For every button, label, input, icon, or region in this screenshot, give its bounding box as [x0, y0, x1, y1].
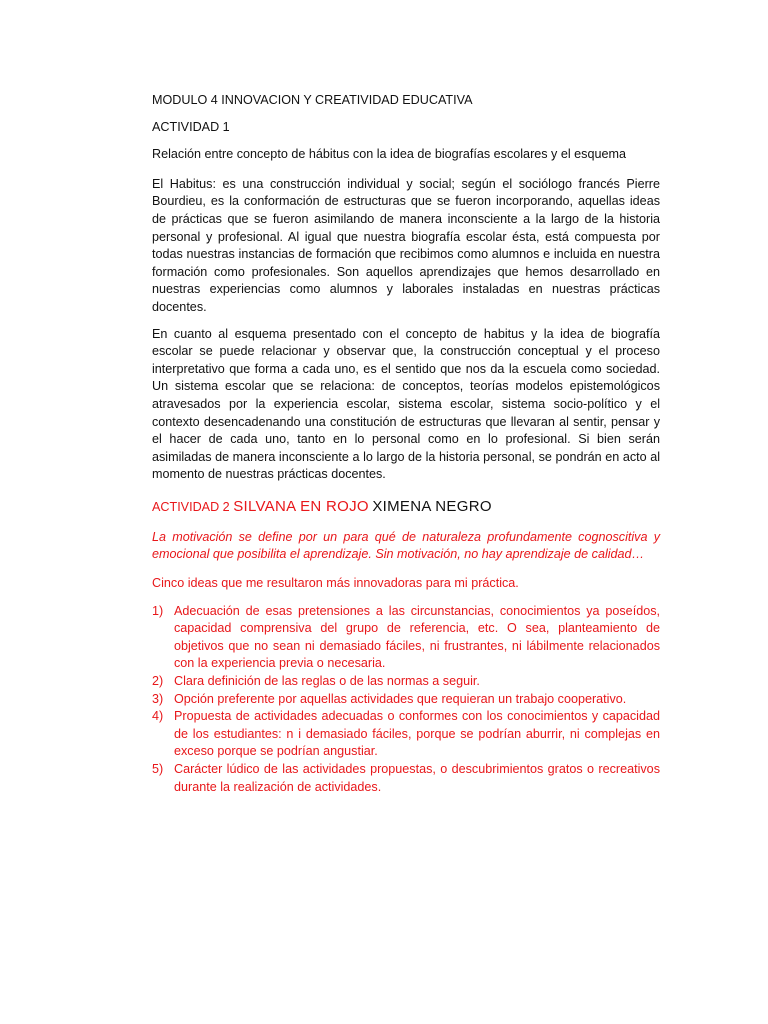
motivation-quote: La motivación se define por un para qué de naturaleza profundamente cognoscitiva y emocional que posibilita el aprendizaje. Sin motivación, no hay aprendizaje de calidad…: [152, 529, 660, 562]
list-item-number: 2): [152, 674, 164, 689]
list-item: [152, 691, 660, 709]
activity-2-black-author: XIMENA NEGRO: [372, 497, 492, 515]
list-item: [152, 673, 660, 691]
list-item-text: Carácter lúdico de las actividades propuestas, o descubrimientos gratos o recreativos durante la realización de actividades.: [174, 762, 660, 794]
list-item-text: Opción preferente por aquellas actividades que requieran un trabajo cooperativo.: [174, 691, 627, 706]
activity-2-red-author: SILVANA EN ROJO: [233, 497, 369, 515]
ideas-list: [152, 603, 660, 797]
list-item-text: Clara definición de las reglas o de las normas a seguir.: [174, 674, 480, 689]
habitus-paragraph: El Habitus: es una construcción individual y social; según el sociólogo francés Pierre Bourdieu, es la conformación de estructuras que se fueron incorporando, aquellas ideas de prácticas que se fueron asimilando de manera inconsciente a la largo de la historia personal y profesional. Al igual que nuestra biografía escolar ésta, está compuesta por todas nuestras instancias de formación que recibimos como alumnos e incluida en nuestra formación como profesionales. Son aquellos aprendizajes que hemos desarrollado en nuestras experiencias como alumnos y laborales instaladas en nuestras prácticas docentes.: [152, 176, 660, 314]
esquema-paragraph: En cuanto al esquema presentado con el concepto de habitus y la idea de biografía escolar se puede relacionar y observar que, la construcción conceptual y el proceso interpretativo que forma a cada uno, es el sentido que nos da la escuela como sociedad. Un sistema escolar que se relaciona: de conceptos, teorías modelos epistemológicos atravesados por la experiencia escolar, sistema escolar, sistema socio-político y el contexto desencadenando una constitución de estructuras que llevaran al sentir, pensar y el hacer de cada uno, tanto en lo personal como en lo profesional. Si bien serán asimiladas de manera inconsciente a lo largo de la historia personal, se pondrán en acto al momento de nuestras prácticas docentes.: [152, 326, 660, 482]
list-item: [152, 761, 660, 796]
activity-1-subtitle: Relación entre concepto de hábitus con la idea de biografías escolares y el esquema: [152, 147, 626, 162]
list-item-text: Adecuación de esas pretensiones a las circunstancias, conocimientos ya poseídos, capacidad comprensiva del grupo de referencia, etc. O sea, planteamiento de objetivos que no sean ni demasiado fáciles, ni frustrantes, ni lábilmente relacionados con la experiencia previa o necesaria.: [174, 603, 660, 671]
list-item-text: Propuesta de actividades adecuadas o conformes con los conocimientos y capacidad de los estudiantes: n i demasiado fáciles, porque se podrían aburrir, ni complejas en exceso porque se podrían angustiar.: [174, 709, 660, 759]
list-item-number: 5): [152, 762, 164, 776]
activity-1-label: ACTIVIDAD 1: [152, 119, 230, 134]
ideas-heading: Cinco ideas que me resultaron más innovadoras para mi práctica.: [152, 576, 519, 591]
list-item-number: 1): [152, 603, 164, 618]
list-item-number: 3): [152, 691, 164, 706]
list-item-number: 4): [152, 709, 164, 724]
document-title: MODULO 4 INNOVACION Y CREATIVIDAD EDUCATIVA: [152, 93, 473, 107]
list-item: [152, 708, 660, 761]
activity-2-heading: [152, 496, 660, 518]
activity-2-label: ACTIVIDAD 2: [152, 499, 230, 514]
list-item: [152, 603, 660, 673]
